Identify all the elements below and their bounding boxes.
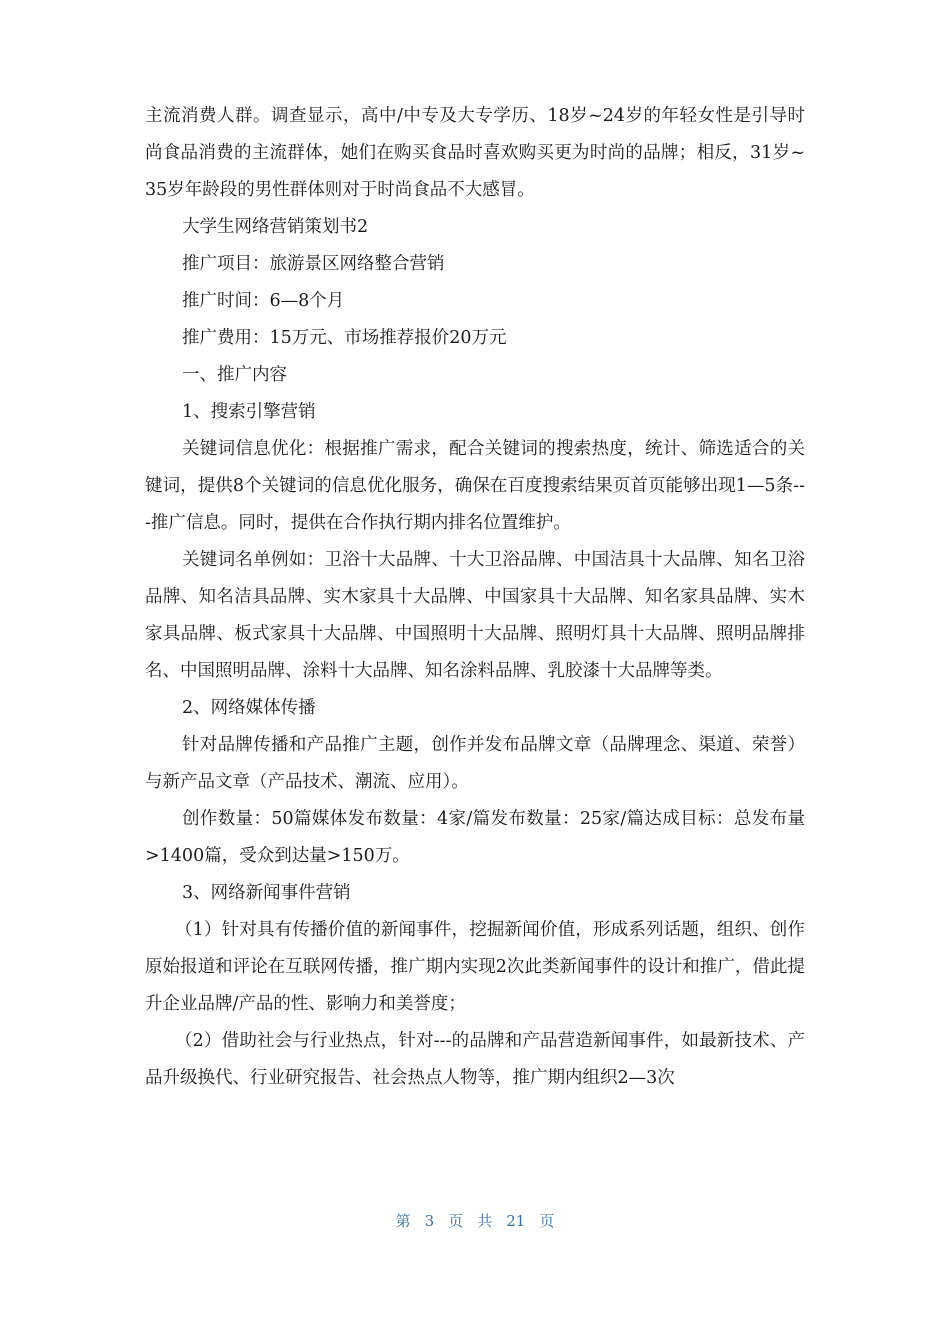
paragraph: 推广费用：15万元、市场推荐报价20万元 [182, 328, 507, 348]
paragraph: 推广项目：旅游景区网络整合营销 [182, 254, 445, 274]
document-body [145, 98, 805, 1097]
footer-total-word: 共 [477, 1212, 493, 1230]
paragraph: （2）借助社会与行业热点，针对---的品牌和产品营造新闻事件，如最新技术、产品升级换代、行业研究报告、社会热点人物等，推广期内组织2—3次 [145, 1031, 805, 1088]
footer-page-unit: 页 [448, 1212, 464, 1230]
subsection-heading: 3、网络新闻事件营销 [182, 883, 351, 903]
footer-page-number: 3 [424, 1212, 435, 1230]
subsection-heading: 2、网络媒体传播 [182, 698, 316, 718]
paragraph: 创作数量：50篇媒体发布数量：4家/篇发布数量：25家/篇达成目标：总发布量>1400篇，受众到达量>150万。 [145, 809, 805, 866]
subsection-heading: 1、搜索引擎营销 [182, 402, 316, 422]
section-title: 大学生网络营销策划书2 [182, 217, 369, 237]
paragraph: 关键词名单例如：卫浴十大品牌、十大卫浴品牌、中国洁具十大品牌、知名卫浴品牌、知名洁具品牌、实木家具十大品牌、中国家具十大品牌、知名家具品牌、实木家具品牌、板式家具十大品牌、中国照明十大品牌、照明灯具十大品牌、照明品牌排名、中国照明品牌、涂料十大品牌、知名涂料品牌、乳胶漆十大品牌等类。 [145, 550, 805, 681]
paragraph: 针对品牌传播和产品推广主题，创作并发布品牌文章（品牌理念、渠道、荣誉）与新产品文章（产品技术、潮流、应用）。 [145, 735, 805, 792]
footer-page-word: 第 [395, 1212, 411, 1230]
footer-total-unit: 页 [539, 1212, 555, 1230]
paragraph: 关键词信息优化：根据推广需求，配合关键词的搜索热度，统计、筛选适合的关键词，提供8个关键词的信息优化服务，确保在百度搜索结果页首页能够出现1—5条---推广信息。同时，提供在合作执行期内排名位置维护。 [145, 439, 805, 533]
footer-total-number: 21 [506, 1212, 526, 1230]
paragraph: 推广时间：6—8个月 [182, 291, 345, 311]
page-footer [0, 1210, 950, 1231]
paragraph: （1）针对具有传播价值的新闻事件，挖掘新闻价值，形成系列话题，组织、创作原始报道和评论在互联网传播，推广期内实现2次此类新闻事件的设计和推广，借此提升企业品牌/产品的性、影响力和美誉度； [145, 920, 805, 1014]
section-heading: 一、推广内容 [182, 365, 287, 385]
paragraph: 主流消费人群。调查显示，高中/中专及大专学历、18岁~24岁的年轻女性是引导时尚食品消费的主流群体，她们在购买食品时喜欢购买更为时尚的品牌；相反，31岁~35岁年龄段的男性群体则对于时尚食品不大感冒。 [145, 106, 805, 200]
